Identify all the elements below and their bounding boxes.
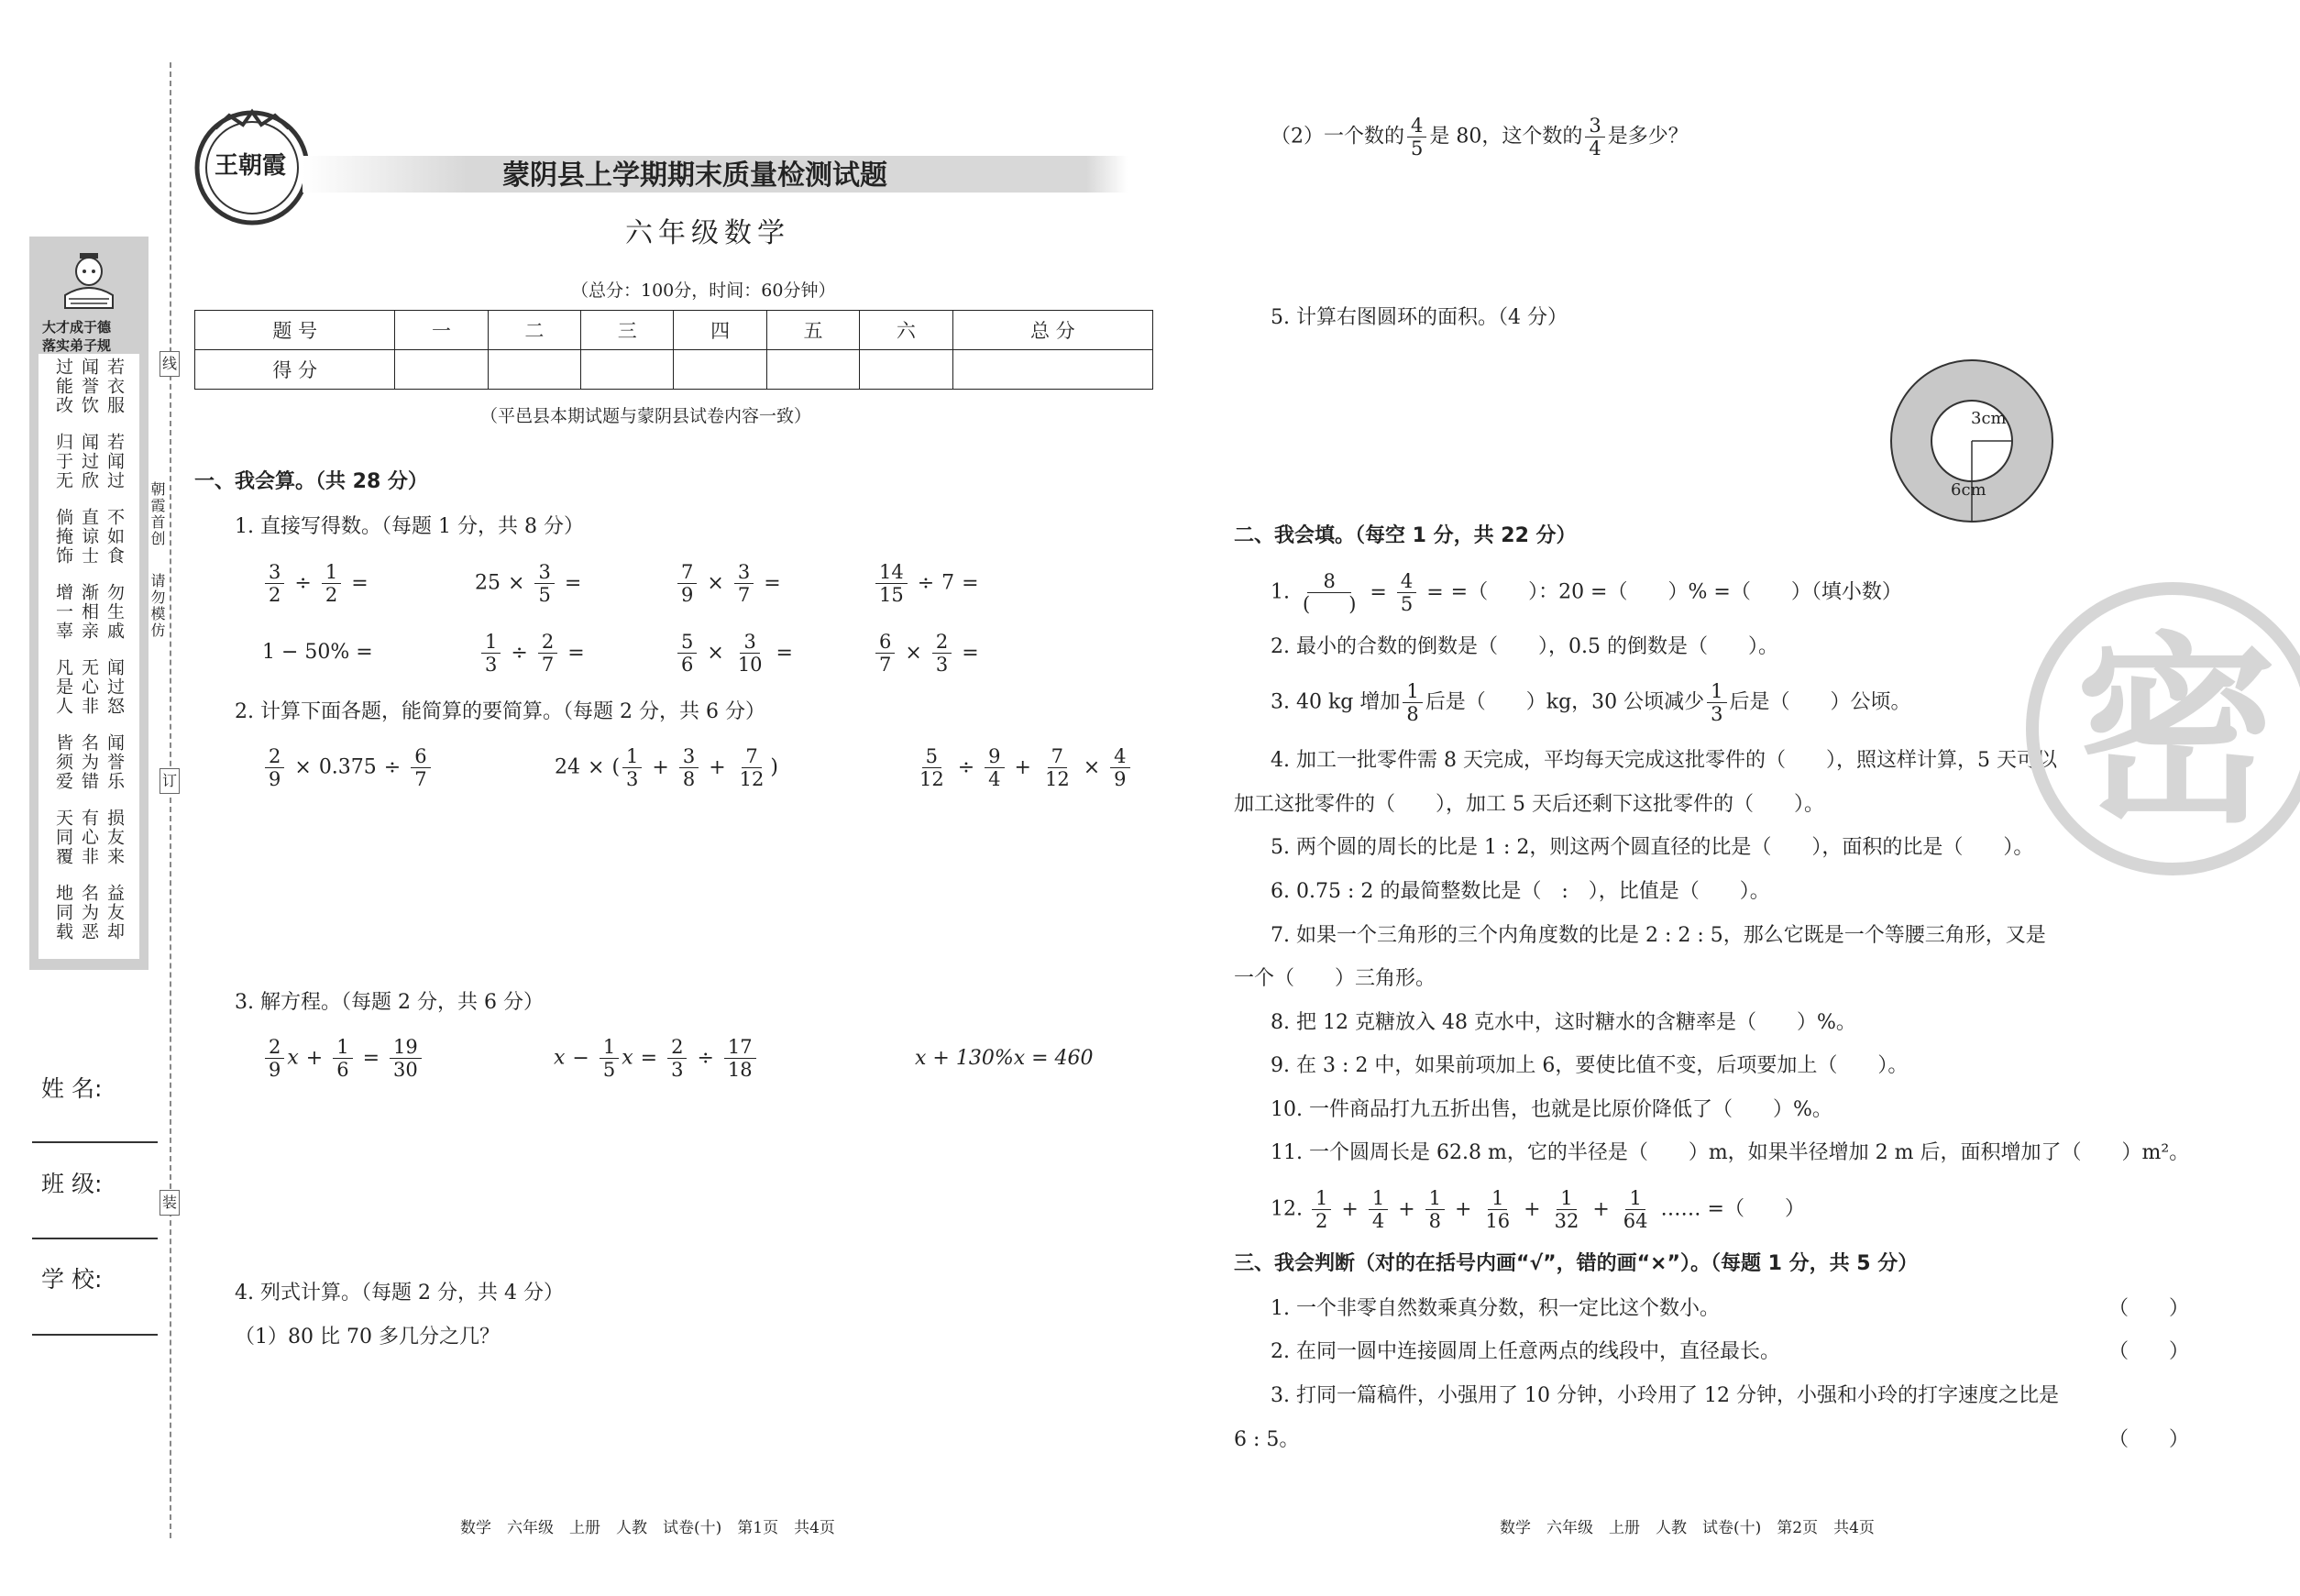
fill-12-rest: …… =（ ） [1660, 1197, 1805, 1221]
notice-1: 朝霞首创 [149, 481, 166, 547]
fill-11: 11. 一个圆周长是 62.8 m，它的半径是（ ）m，如果半径增加 2 m 后，面积增加了（ ）m²。 [1271, 1141, 2190, 1164]
score-label: 得 分 [195, 350, 395, 390]
score-header: 五 [766, 311, 859, 350]
score-header: 一 [395, 311, 488, 350]
score-header: 总 分 [952, 311, 1152, 350]
fill-12-num: 12. [1271, 1197, 1303, 1221]
fill-5: 5. 两个圆的周长的比是 1 : 2，则这两个圆直径的比是（ ），面积的比是（ ）。 [1271, 836, 2034, 859]
q4b-mid: 是 80，这个数的 [1429, 125, 1583, 149]
poem-col: 增一辜 [53, 583, 73, 641]
disciple-poem [39, 354, 139, 959]
poem-col: 名为恶 [79, 884, 99, 941]
judge-3a: 3. 打同一篇稿件，小强用了 10 分钟，小玲用了 12 分钟，小强和小玲的打字速度之比是 [1271, 1384, 2059, 1407]
score-cell[interactable] [488, 350, 580, 390]
exam-subject: 六年级数学 [625, 217, 790, 249]
poem-col: 闻过怒 [105, 658, 125, 716]
poem-col: 倘掩饰 [53, 508, 73, 566]
student-class-line[interactable] [32, 1238, 158, 1239]
fill-12: 12. $\frac{1}{2}$ + $\frac{1}{4}$ + $\frac{1}{8}$ + $\frac{1}{16}$ + $\frac{1}{32}$ + $\frac{1}{64}$ …… =（ ） [1271, 1187, 1805, 1232]
score-header: 四 [674, 311, 766, 350]
footer-right: 数学 六年级 上册 人教 试卷(十) 第2页 共4页 [1500, 1519, 1875, 1537]
q4-part-1: （1）80 比 70 多几分之几？ [235, 1326, 500, 1348]
fill-3-a: 3. 40 kg 增加 [1271, 690, 1401, 714]
poem-col: 天同覆 [53, 809, 73, 866]
motto-line-1: 大才成于德 [42, 319, 112, 336]
judge-1-answer[interactable]: （ ） [2108, 1297, 2190, 1320]
fill-1: 1. 8 ( ) = $\frac{4}{5}$ = =（ ）：20 =（ ）% =（ ）（填小数） [1271, 570, 1902, 615]
binding-mark-xian: 线 [160, 351, 180, 377]
ring-inner-radius: 3cm [1971, 409, 2007, 428]
calc-1: $\frac{3}{2}$ ÷ $\frac{1}{2}$ = [262, 561, 376, 606]
student-school-line[interactable] [32, 1334, 158, 1336]
judge-2: 2. 在同一圆中连接圆周上任意两点的线段中，直径最长。 [1271, 1340, 1780, 1363]
fill-4a: 4. 加工一批零件需 8 天完成，平均每天完成这批零件的（ ），照这样计算，5 天可以 [1271, 749, 2057, 772]
equation-3: x + 130%x = 460 [915, 1047, 1094, 1070]
score-header: 题 号 [195, 311, 395, 350]
poem-col: 渐相亲 [79, 583, 99, 641]
student-school-label: 学 校: [41, 1266, 103, 1293]
poem-col: 益友却 [105, 884, 125, 941]
q5-title: 5. 计算右图圆环的面积。（4 分） [1271, 306, 1568, 329]
score-cell[interactable] [581, 350, 674, 390]
poem-col: 不如食 [105, 508, 125, 566]
binding-dashed-line [170, 62, 171, 1538]
q2-title: 2. 计算下面各题，能简算的要简算。（每题 2 分，共 6 分） [235, 700, 765, 723]
poem-col: 直谅士 [79, 508, 99, 566]
fill-2: 2. 最小的合数的倒数是（ ），0.5 的倒数是（ ）。 [1271, 635, 1778, 658]
calc-4: $\frac{14}{15}$ ÷ 7 = [873, 561, 986, 606]
score-header: 二 [488, 311, 580, 350]
poem-col: 闻誉乐 [105, 733, 125, 791]
calc-5: 1 − 50% = [262, 641, 373, 664]
poem-col: 有心非 [79, 809, 99, 866]
q3-title: 3. 解方程。（每题 2 分，共 6 分） [235, 991, 544, 1014]
section-1-title: 一、我会算。（共 28 分） [194, 470, 428, 493]
exam-title: 蒙阴县上学期期末质量检测试题 [502, 160, 887, 192]
poem-col: 无心非 [79, 658, 99, 716]
poem-col: 闻过欣 [79, 433, 99, 490]
score-cell[interactable] [674, 350, 766, 390]
score-header: 三 [581, 311, 674, 350]
fill-10: 10. 一件商品打九五折出售，也就是比原价降低了（ ）%。 [1271, 1098, 1832, 1121]
calc-8: $\frac{6}{7}$ × $\frac{2}{3}$ = [873, 631, 986, 676]
score-cell[interactable] [860, 350, 952, 390]
q1-title: 1. 直接写得数。（每题 1 分，共 8 分） [235, 515, 584, 538]
notice-2: 请勿模仿 [149, 573, 166, 639]
motto-line-2: 落实弟子规 [42, 337, 112, 354]
score-cell[interactable] [395, 350, 488, 390]
footer-left: 数学 六年级 上册 人教 试卷(十) 第1页 共4页 [460, 1519, 835, 1537]
simplify-3: $\frac{5}{12}$ ÷ $\frac{9}{4}$ + $\frac{7}{12}$ × $\frac{4}{9}$ [913, 745, 1133, 790]
poem-col: 名为错 [79, 733, 99, 791]
fill-1-num: 1. [1271, 580, 1290, 604]
fill-3-c: 后是（ ）公顷。 [1729, 690, 1911, 714]
poem-col: 地同载 [53, 884, 73, 941]
q4-title: 4. 列式计算。（每题 2 分，共 4 分） [235, 1282, 564, 1304]
poem-col: 损友来 [105, 809, 125, 866]
equation-1: $\frac{2}{9}$ x + $\frac{1}{6}$ = $\frac{19}{30}$ [262, 1036, 424, 1081]
student-name-label: 姓 名: [41, 1075, 103, 1102]
q4-part-2: （2）一个数的 $\frac{4}{5}$ 是 80，这个数的 $\frac{3}{4}$ 是多少？ [1271, 115, 1689, 160]
fill-9: 9. 在 3 : 2 中，如果前项加上 6，要使比值不变，后项要加上（ ）。 [1271, 1054, 1909, 1077]
score-cell[interactable] [766, 350, 859, 390]
calc-2: 25 × $\frac{3}{5}$ = [475, 561, 582, 606]
section-2-title: 二、我会填。（每空 1 分，共 22 分） [1234, 524, 1577, 547]
calc-6: $\frac{1}{3}$ ÷ $\frac{2}{7}$ = [479, 631, 592, 676]
fill-7a: 7. 如果一个三角形的三个内角度数的比是 2 : 2 : 5，那么它既是一个等腰三角形，又是 [1271, 924, 2046, 947]
fill-1-rest: =（ ）：20 =（ ）% =（ ）（填小数） [1450, 580, 1902, 604]
motto-panel [29, 237, 149, 970]
fill-3: 3. 40 kg 增加 $\frac{1}{8}$ 后是（ ）kg，30 公顷减少 $\frac{1}{3}$ 后是（ ）公顷。 [1271, 680, 1911, 725]
exam-note: （平邑县本期试题与蒙阴县试卷内容一致） [480, 406, 812, 426]
fill-7b: 一个（ ）三角形。 [1234, 967, 1436, 990]
calc-3: $\frac{7}{9}$ × $\frac{3}{7}$ = [675, 561, 788, 606]
judge-3b: 6 : 5。 [1234, 1428, 1300, 1451]
poem-col: 若闻过 [105, 433, 125, 490]
judge-3-answer[interactable]: （ ） [2108, 1428, 2190, 1451]
fill-4b: 加工这批零件的（ ），加工 5 天后还剩下这批零件的（ ）。 [1234, 793, 1824, 816]
ring-outer-radius: 6cm [1951, 480, 1986, 500]
judge-2-answer[interactable]: （ ） [2108, 1340, 2190, 1363]
fill-6: 6. 0.75 : 2 的最简整数比是（ : ），比值是（ ）。 [1271, 880, 1770, 903]
poem-col: 归于无 [53, 433, 73, 490]
equation-2: x − $\frac{1}{5}$ x = $\frac{2}{3}$ ÷ $\frac{17}{18}$ [554, 1036, 759, 1081]
score-cell[interactable] [952, 350, 1152, 390]
student-name-line[interactable] [32, 1141, 158, 1143]
judge-1: 1. 一个非零自然数乘真分数，积一定比这个数小。 [1271, 1297, 1720, 1320]
exam-info: （总分：100分，时间：60分钟） [571, 281, 836, 301]
brand-name: 王朝霞 [215, 152, 287, 180]
scholar-illustration [52, 244, 126, 317]
score-table [194, 310, 1153, 390]
simplify-1: $\frac{2}{9}$ × 0.375 ÷ $\frac{6}{7}$ [262, 745, 434, 790]
poem-col: 凡是人 [53, 658, 73, 716]
simplify-2: 24 × ( $\frac{1}{3}$ + $\frac{3}{8}$ + $\frac{7}{12}$ ) [555, 745, 778, 790]
q4b-pre: （2）一个数的 [1271, 125, 1404, 149]
poem-col: 过能改 [53, 358, 73, 415]
binding-mark-zhuang: 装 [160, 1190, 180, 1216]
score-header: 六 [860, 311, 952, 350]
poem-col: 若衣服 [105, 358, 125, 415]
section-3-title: 三、我会判断（对的在括号内画“√”，错的画“×”）。（每题 1 分，共 5 分） [1234, 1252, 1919, 1275]
fill-8: 8. 把 12 克糖放入 48 克水中，这时糖水的含糖率是（ ）%。 [1271, 1011, 1856, 1034]
poem-col: 皆须爱 [53, 733, 73, 791]
student-class-label: 班 级: [41, 1171, 103, 1197]
binding-mark-ding: 订 [160, 768, 180, 794]
stamp-char: 密 [2074, 615, 2277, 850]
calc-7: $\frac{5}{6}$ × $\frac{3}{10}$ = [675, 631, 800, 676]
fill-3-b: 后是（ ）kg，30 公顷减少 [1425, 690, 1705, 714]
poem-col: 闻誉饮 [79, 358, 99, 415]
poem-col: 勿生戚 [105, 583, 125, 641]
confidential-stamp [2026, 582, 2300, 875]
q4b-post: 是多少？ [1607, 125, 1689, 149]
